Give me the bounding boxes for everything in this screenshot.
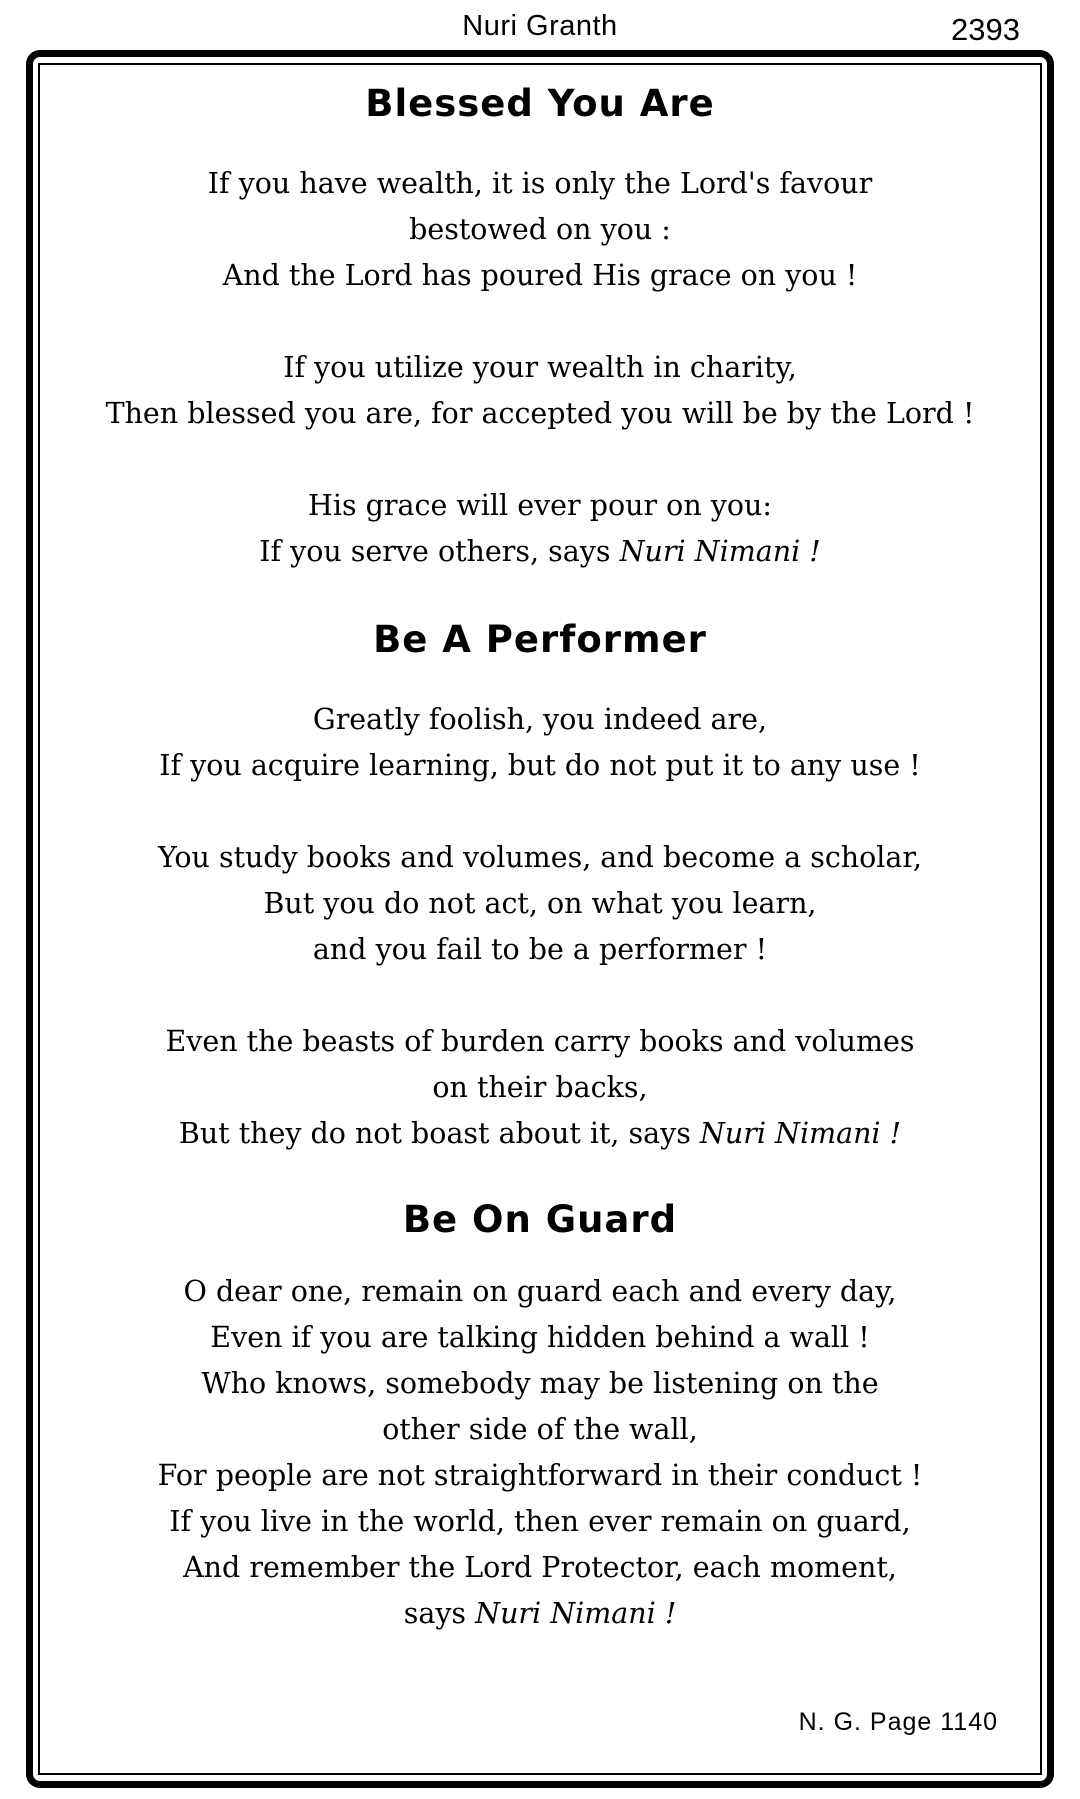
poem-line: O dear one, remain on guard each and every day, [183,1275,897,1308]
poem-line: Even the beasts of burden carry books and volumes [165,1025,915,1058]
poem-line: For people are not straightforward in their conduct ! [157,1459,923,1492]
author-signature: Nuri Nimani ! [619,535,821,568]
stanza [40,1269,1040,1637]
stanza [40,345,1040,437]
poem-line: on their backs, [432,1071,648,1104]
closing-line [40,529,1040,575]
poem-title: Be On Guard [402,1198,678,1241]
stanza [40,835,1040,973]
poem-blessed-you-are [40,65,1040,575]
poem-line: If you live in the world, then ever remain on guard, [169,1505,911,1538]
poem-be-on-guard [40,1157,1040,1637]
page-reference: N. G. Page 1140 [798,1708,998,1736]
poem-line: But you do not act, on what you learn, [263,887,817,920]
poem-content [40,65,1040,1637]
poem-line: Greatly foolish, you indeed are, [312,703,768,736]
poem-line: And remember the Lord Protector, each moment, [183,1551,897,1584]
closing-text: says [403,1597,476,1630]
author-signature: Nuri Nimani ! [699,1117,902,1150]
poem-title: Blessed You Are [365,82,715,125]
poem-line: And the Lord has poured His grace on you ! [222,259,858,292]
poem-line: His grace will ever pour on you: [308,489,772,522]
stanza [40,1019,1040,1157]
poem-line: Who knows, somebody may be listening on the [201,1367,879,1400]
poem-line: and you fail to be a performer ! [312,933,768,966]
poem-title: Be A Performer [373,618,707,661]
closing-text: If you serve others, says [259,535,620,568]
stanza [40,483,1040,575]
running-header [0,8,1080,52]
poem-line: Even if you are talking hidden behind a wall ! [210,1321,870,1354]
poem-line: If you have wealth, it is only the Lord's favour [207,167,873,200]
poem-line: Then blessed you are, for accepted you will be by the Lord ! [105,397,975,430]
poem-be-a-performer [40,575,1040,1157]
poem-line: If you utilize your wealth in charity, [283,351,797,384]
closing-line [40,1111,1040,1157]
poem-line: If you acquire learning, but do not put it to any use ! [159,749,921,782]
stanza [40,161,1040,299]
poem-line: You study books and volumes, and become a scholar, [158,841,922,874]
author-signature: Nuri Nimani ! [475,1597,677,1630]
poem-line: bestowed on you : [409,213,671,246]
book-title: Nuri Granth [462,10,618,42]
closing-line [40,1591,1040,1637]
page-number: 2393 [951,12,1020,47]
closing-text: But they do not boast about it, says [178,1117,700,1150]
stanza [40,697,1040,789]
poem-line: other side of the wall, [382,1413,698,1446]
